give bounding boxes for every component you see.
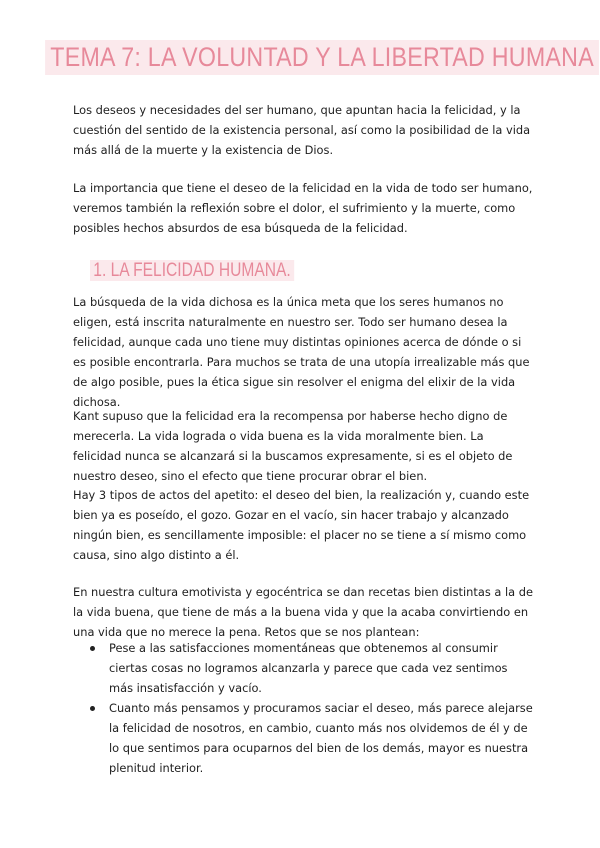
bullet-icon [90, 646, 95, 651]
list-item [73, 638, 535, 698]
challenges-list [73, 638, 535, 778]
body-paragraph-1: La búsqueda de la vida dichosa es la única meta que los seres humanos no eligen, está inscrita naturalmente en nuestro ser. Todo ser humano desea la felicidad, aunque cada uno tiene muy distintas opiniones acerca de dónde o si es posible encontrarla. Para muchos se trata de una utopía irrealizable más que de algo posible, pues la ética sigue sin resolver el enigma del elixir de la vida dichosa. [73, 295, 530, 409]
intro-paragraph-2: La importancia que tiene el deseo de la felicidad en la vida de todo ser humano, veremos también la reflexión sobre el dolor, el sufrimiento y la muerte, como posibles hechos absurdos de esa búsqueda de la felicidad. [73, 181, 533, 235]
body-paragraph-2: Kant supuso que la felicidad era la recompensa por haberse hecho digno de merecerla. La vida lograda o vida buena es la vida moralmente bien. La felicidad nunca se alcanzará si la buscamos expresamente, si es el objeto de nuestro deseo, sino el efecto que tiene procurar obrar el bien. [73, 409, 513, 483]
body-paragraph-3: Hay 3 tipos de actos del apetito: el deseo del bien, la realización y, cuando este bien ya es poseído, el gozo. Gozar en el vacío, sin hacer trabajo y alcanzado ningún bien, es sencillamente imposible: el placer no se tiene a sí mismo como causa, sino algo distinto a él. [73, 488, 530, 562]
title-container [0, 40, 600, 75]
intro-paragraph-1: Los deseos y necesidades del ser humano, que apuntan hacia la felicidad, y la cuestión del sentido de la existencia personal, así como la posibilidad de la vida más allá de la muerte y la existencia de Dios. [73, 103, 531, 157]
list-item [73, 698, 535, 778]
list-item-text: Cuanto más pensamos y procuramos saciar el deseo, más parece alejarse la felicidad de nosotros, en cambio, cuanto más nos olvidemos de él y de lo que sentimos para ocuparnos del bien de los demás, mayor es nuestra plenitud interior. [109, 701, 533, 775]
section-heading-text: 1. LA FELICIDAD HUMANA. [90, 260, 294, 281]
section-heading [90, 260, 294, 282]
page-title: TEMA 7: LA VOLUNTAD Y LA LIBERTAD HUMANA [45, 40, 599, 75]
list-item-text: Pese a las satisfacciones momentáneas que obtenemos al consumir ciertas cosas no logramos alcanzarla y parece que cada vez sentimos más insatisfacción y vacío. [109, 641, 508, 695]
body-paragraph-4: En nuestra cultura emotivista y egocéntrica se dan recetas bien distintas a la de la vida buena, que tiene de más a la buena vida y que la acaba convirtiendo en una vida que no merece la pena. Retos que se nos plantean: [73, 585, 533, 639]
bullet-icon [90, 706, 95, 711]
